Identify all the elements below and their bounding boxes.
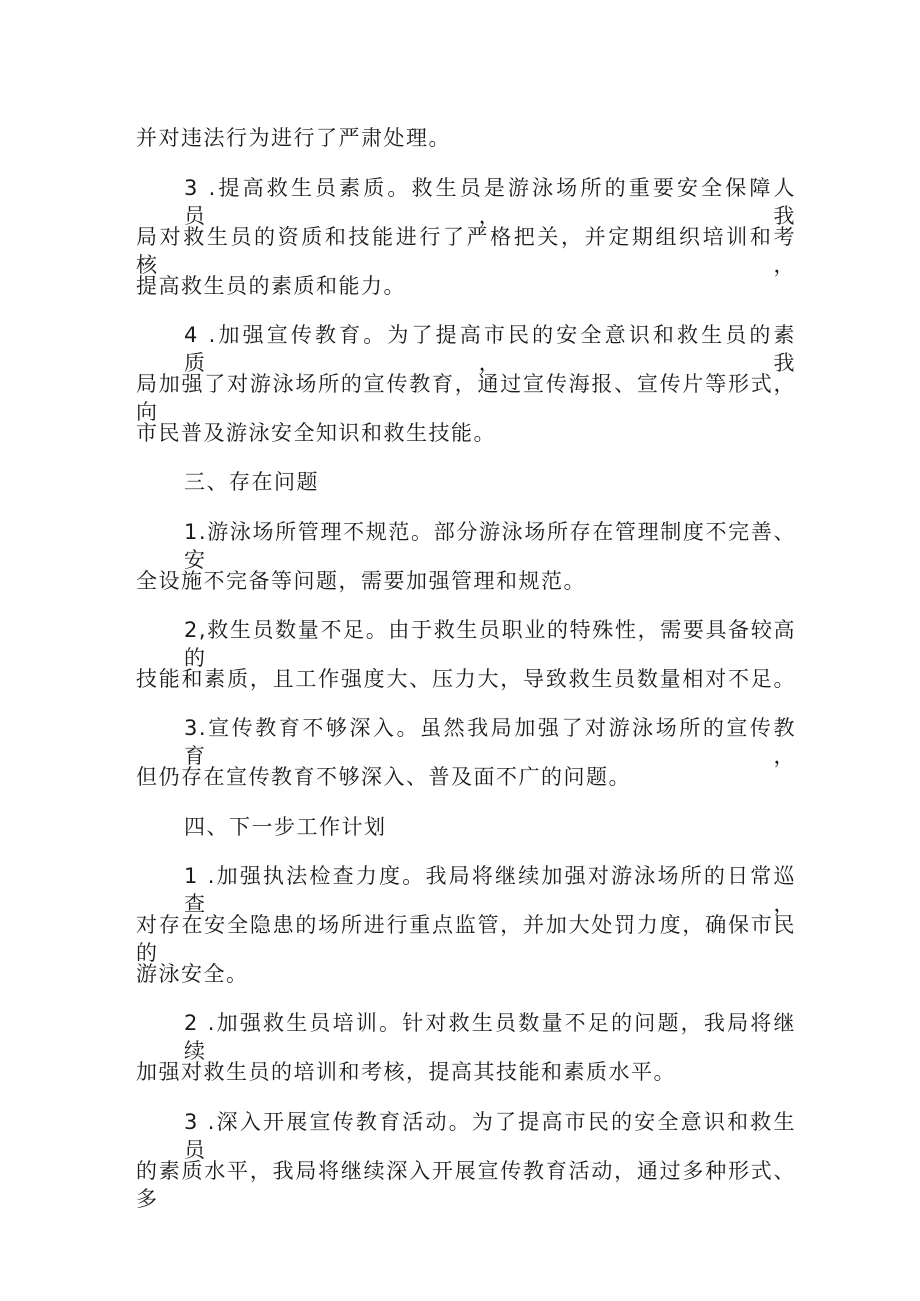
paragraph-line: 3 .提高救生员素质。救生员是游泳场所的重要安全保障人员，我 bbox=[184, 176, 796, 228]
paragraph-line: 1 .加强执法检查力度。我局将继续加强对游泳场所的日常巡查， bbox=[184, 864, 796, 916]
paragraph-line: 3 .深入开展宣传教育活动。为了提高市民的安全意识和救生员 bbox=[184, 1110, 796, 1162]
paragraph-line: 局对救生员的资质和技能进行了严格把关，并定期组织培训和考核， bbox=[136, 225, 796, 277]
paragraph-line: 提高救生员的素质和能力。 bbox=[136, 274, 406, 298]
section-heading: 四、下一步工作计划 bbox=[184, 815, 387, 839]
paragraph-line: 2,救生员数量不足。由于救生员职业的特殊性，需要具备较高的 bbox=[184, 618, 796, 670]
paragraph-line: 技能和素质，且工作强度大、压力大，导致救生员数量相对不足。 bbox=[136, 667, 796, 691]
paragraph-line: 加强对救生员的培训和考核，提高其技能和素质水平。 bbox=[136, 1060, 676, 1084]
section-heading: 三、存在问题 bbox=[184, 470, 319, 494]
paragraph-line: 但仍存在宣传教育不够深入、普及面不广的问题。 bbox=[136, 765, 631, 789]
paragraph-line: 1.游泳场所管理不规范。部分游泳场所存在管理制度不完善、安 bbox=[184, 520, 796, 572]
paragraph-line: 全设施不完备等问题，需要加强管理和规范。 bbox=[136, 569, 586, 593]
paragraph-line: 市民普及游泳安全知识和救生技能。 bbox=[136, 421, 496, 445]
paragraph-line: 2 .加强救生员培训。针对救生员数量不足的问题，我局将继续 bbox=[184, 1011, 796, 1063]
paragraph-line: 4 .加强宣传教育。为了提高市民的安全意识和救生员的素质，我 bbox=[184, 323, 796, 375]
paragraph-line: 的素质水平，我局将继续深入开展宣传教育活动，通过多种形式、多 bbox=[136, 1159, 796, 1211]
paragraph-line: 并对违法行为进行了严肃处理。 bbox=[136, 126, 451, 150]
paragraph-line: 3.宣传教育不够深入。虽然我局加强了对游泳场所的宣传教育， bbox=[184, 716, 796, 768]
paragraph-line: 游泳安全。 bbox=[136, 962, 249, 986]
paragraph-line: 对存在安全隐患的场所进行重点监管，并加大处罚力度，确保市民的 bbox=[136, 913, 796, 965]
paragraph-line: 局加强了对游泳场所的宣传教育，通过宣传海报、宣传片等形式，向 bbox=[136, 372, 796, 424]
